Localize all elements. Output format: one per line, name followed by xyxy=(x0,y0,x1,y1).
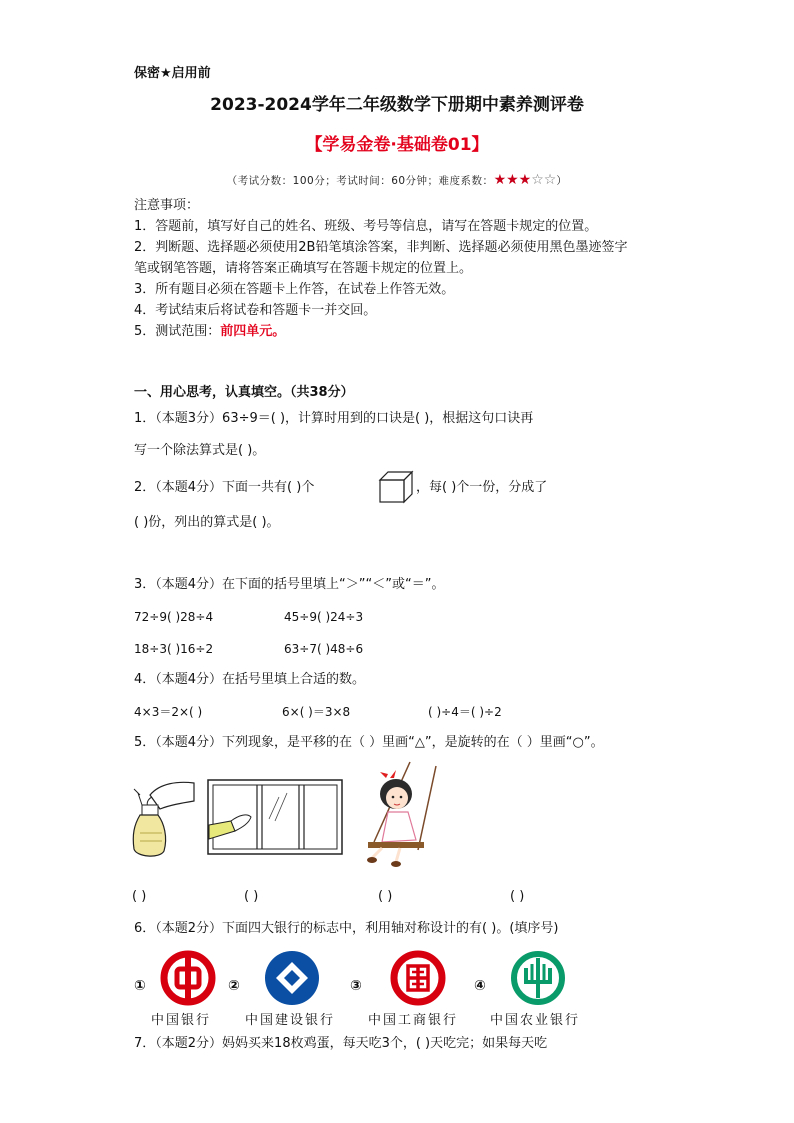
difficulty-stars-empty: ☆☆ xyxy=(531,172,557,188)
bank-name-label: 中国工商银行 xyxy=(368,1013,459,1028)
answer-blank[interactable]: ( ) xyxy=(510,889,525,904)
answer-blank[interactable]: ( ) xyxy=(132,889,147,904)
exam-meta-suffix: ） xyxy=(556,175,568,187)
question-3-expr: 72÷9( )28÷4 xyxy=(134,610,214,624)
note-item: 1．答题前，填写好自己的姓名、班级、考号等信息，请写在答题卡规定的位置。 xyxy=(134,219,598,234)
question-5-line1: 5．（本题4分）下列现象，是平移的在（ ）里画“△”，是旋转的在（ ）里画“○”。 xyxy=(134,735,604,750)
bank-name-label: 中国建设银行 xyxy=(245,1013,336,1028)
question-6-line1: 6．（本题2分）下面四大银行的标志中，利用轴对称设计的有( )。(填序号) xyxy=(134,921,559,936)
question-3-line1: 3．（本题4分）在下面的括号里填上“＞”“＜”或“＝”。 xyxy=(134,577,445,592)
paper-subtitle: 【学易金卷·基础卷01】 xyxy=(305,135,489,155)
question-2-line2: ( )份，列出的算式是( )。 xyxy=(134,515,280,530)
ccb-logo-icon xyxy=(264,950,320,1006)
confidential-mark: 保密★启用前 xyxy=(134,66,211,81)
question-1-line1: 1．（本题3分）63÷9＝( )，计算时用到的口诀是( )，根据这句口诀再 xyxy=(134,411,534,426)
note-item: 4．考试结束后将试卷和答题卡一并交回。 xyxy=(134,303,377,318)
question-3-expr: 63÷7( )48÷6 xyxy=(284,642,364,656)
question-4-expr: ( )÷4＝( )÷2 xyxy=(428,705,502,719)
option-number: ② xyxy=(228,978,240,994)
cube-icon xyxy=(378,470,414,504)
bank-name-label: 中国农业银行 xyxy=(490,1013,581,1028)
answer-blank[interactable]: ( ) xyxy=(244,889,259,904)
icbc-logo-icon xyxy=(390,950,446,1006)
notes-heading: 注意事项： xyxy=(134,198,200,213)
note-scope-label: 5．测试范围： xyxy=(134,324,221,339)
difficulty-stars-filled: ★★★ xyxy=(493,172,532,188)
option-number: ① xyxy=(134,978,146,994)
girl-on-swing-image xyxy=(360,760,440,868)
spray-bottle-image xyxy=(130,775,196,861)
question-2-part2: ，每( )个一份，分成了 xyxy=(416,480,548,495)
note-item: 2．判断题、选择题必须使用2B铅笔填涂答案，非判断、选择题必须使用黑色墨迹签字 xyxy=(134,240,628,255)
question-4-expr: 4×3＝2×( ) xyxy=(134,705,203,719)
section-heading: 一、用心思考，认真填空。（共38分） xyxy=(134,385,354,400)
answer-blank[interactable]: ( ) xyxy=(378,889,393,904)
sliding-window-image xyxy=(207,779,343,855)
question-3-expr: 18÷3( )16÷2 xyxy=(134,642,214,656)
question-2-part1: 2．（本题4分）下面一共有( )个 xyxy=(134,480,315,495)
note-scope xyxy=(134,323,285,341)
question-4-expr: 6×( )＝3×8 xyxy=(282,705,351,719)
abc-logo-icon xyxy=(510,950,566,1006)
boc-logo-icon xyxy=(160,950,216,1006)
note-item: 3．所有题目必须在答题卡上作答，在试卷上作答无效。 xyxy=(134,282,455,297)
note-item: 笔或钢笔答题，请将答案正确填写在答题卡规定的位置上。 xyxy=(134,261,473,276)
option-number: ③ xyxy=(350,978,362,994)
exam-meta-prefix: （考试分数：100分；考试时间：60分钟；难度系数： xyxy=(226,175,494,187)
question-7-line1: 7．（本题2分）妈妈买来18枚鸡蛋，每天吃3个，( )天吃完；如果每天吃 xyxy=(134,1036,548,1051)
option-number: ④ xyxy=(474,978,486,994)
question-1-line2: 写一个除法算式是( )。 xyxy=(134,443,266,458)
question-4-line1: 4．（本题4分）在括号里填上合适的数。 xyxy=(134,672,366,687)
page-title: 2023-2024学年二年级数学下册期中素养测评卷 xyxy=(210,95,584,115)
bank-name-label: 中国银行 xyxy=(151,1013,212,1028)
question-3-expr: 45÷9( )24÷3 xyxy=(284,610,364,624)
note-scope-value: 前四单元。 xyxy=(220,324,286,339)
exam-meta xyxy=(0,172,794,188)
